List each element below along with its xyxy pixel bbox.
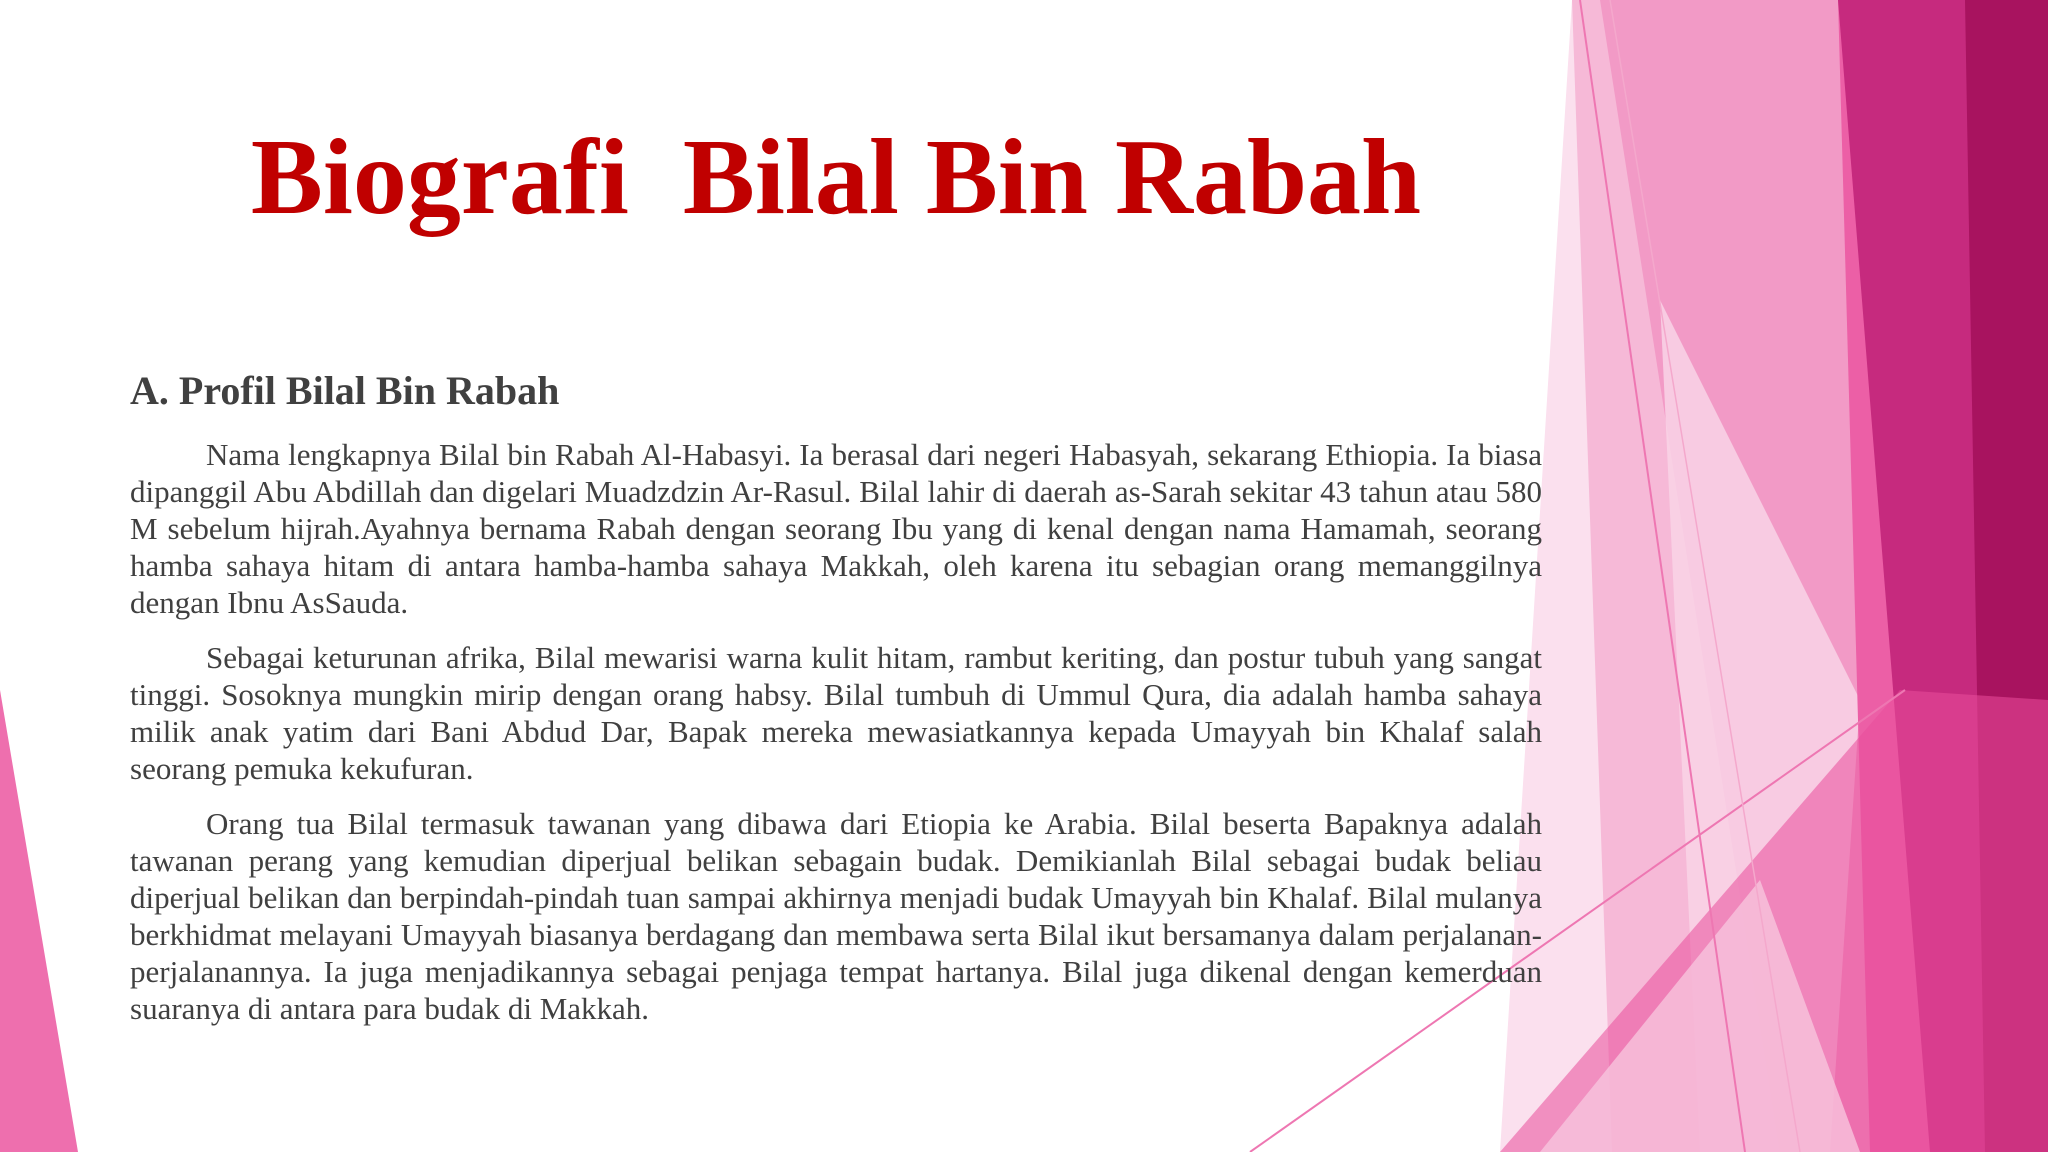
section-heading: A. Profil Bilal Bin Rabah <box>130 368 560 413</box>
paragraph-3: Orang tua Bilal termasuk tawanan yang dibawa dari Etiopia ke Arabia. Bilal beserta Bapaknya adalah tawanan perang yang kemudian diperjual belikan sebagain budak. Demikianlah Bilal sebagai budak beliau diperjual belikan dan berpindah-pindah tuan sampai akhirnya menjadi budak Umayyah bin Khalaf. Bilal mulanya berkhidmat melayani Umayyah biasanya berdagang dan membawa serta Bilal ikut bersamanya dalam perjalanan-perjalanannya. Ia juga menjadikannya sebagai penjaga tempat hartanya. Bilal juga dikenal dengan kemerduan suaranya di antara para budak di Makkah. <box>130 806 1542 1026</box>
slide-title: Biografi Bilal Bin Rabah <box>250 118 1422 237</box>
body-text <box>130 436 1542 1045</box>
paragraph-1: Nama lengkapnya Bilal bin Rabah Al-Habasyi. Ia berasal dari negeri Habasyah, sekarang Ethiopia. Ia biasa dipanggil Abu Abdillah dan digelari Muadzdzin Ar-Rasul. Bilal lahir di daerah as-Sarah sekitar 43 tahun atau 580 M sebelum hijrah.Ayahnya bernama Rabah dengan seorang Ibu yang di kenal dengan nama Hamamah, seorang hamba sahaya hitam di antara hamba-hamba sahaya Makkah, oleh karena itu sebagian orang memanggilnya dengan Ibnu AsSauda. <box>130 437 1542 620</box>
paragraph-2: Sebagai keturunan afrika, Bilal mewarisi warna kulit hitam, rambut keriting, dan postur tubuh yang sangat tinggi. Sosoknya mungkin mirip dengan orang habsy. Bilal tumbuh di Ummul Qura, dia adalah hamba sahaya milik anak yatim dari Bani Abdud Dar, Bapak mereka mewasiatkannya kepada Umayyah bin Khalaf salah seorang pemuka kekufuran. <box>130 640 1542 786</box>
left-accent-shape <box>0 690 78 1152</box>
